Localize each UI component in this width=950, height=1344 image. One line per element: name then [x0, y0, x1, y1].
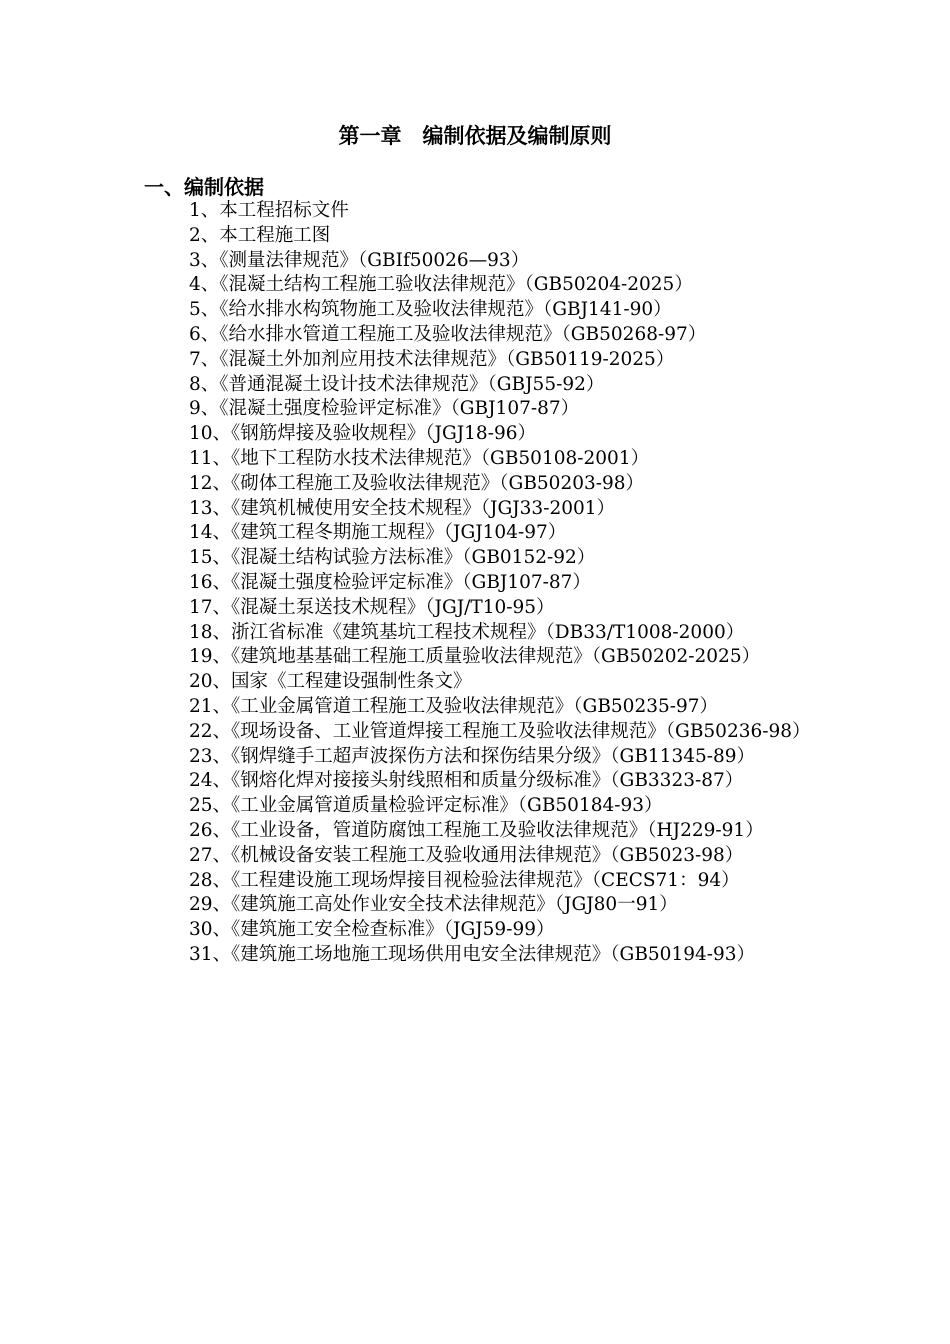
list-item: 31、《建筑施工场地施工现场供用电安全法律规范》（GB50194-93）	[189, 943, 756, 965]
list-item: 18、浙江省标准《建筑基坑工程技术规程》（DB33/T1008-2000）	[189, 621, 745, 643]
list-item: 11、《地下工程防水技术法律规范》（GB50108-2001）	[189, 447, 650, 469]
list-item: 1、本工程招标文件	[189, 200, 349, 221]
list-item: 22、《现场设备、工业管道焊接工程施工及验收法律规范》（GB50236-98）	[189, 720, 811, 742]
standards-list	[144, 199, 809, 968]
list-item: 29、《建筑施工高处作业安全技术法律规范》（JGJ80一91）	[189, 894, 678, 916]
list-item: 15、《混凝土结构试验方法标准》（GB0152-92）	[189, 547, 596, 569]
list-item: 12、《砌体工程施工及验收法律规范》（GB50203-98）	[189, 472, 645, 494]
list-item: 28、《工程建设施工现场焊接目视检验法律规范》（CECS71：94）	[189, 869, 740, 891]
list-item: 26、《工业设备，管道防腐蚀工程施工及验收法律规范》（HJ229-91）	[189, 819, 764, 841]
list-item: 13、《建筑机械使用安全技术规程》（JGJ33-2001）	[189, 497, 616, 519]
section-heading: 一、编制依据	[144, 175, 264, 199]
list-item: 25、《工业金属管道质量检验评定标准》（GB50184-93）	[189, 795, 663, 817]
list-item: 5、《给水排水构筑物施工及验收法律规范》（GBJ141-90）	[189, 299, 672, 321]
list-item: 3、《测量法律规范》（GBIf50026—93）	[189, 249, 530, 271]
list-item: 9、《混凝土强度检验评定标准》（GBJ107-87）	[189, 398, 580, 420]
list-item: 17、《混凝土泵送技术规程》（JGJ/T10-95）	[189, 596, 555, 618]
list-item: 27、《机械设备安装工程施工及验收通用法律规范》（GB5023-98）	[189, 844, 744, 866]
list-item: 10、《钢筋焊接及验收规程》（JGJ18-96）	[189, 423, 536, 445]
list-item: 4、《混凝土结构工程施工验收法律规范》（GB50204-2025）	[189, 274, 693, 296]
list-item: 19、《建筑地基基础工程施工质量验收法律规范》（GB50202-2025）	[189, 646, 761, 668]
list-item: 24、《钢熔化焊对接接头射线照相和质量分级标准》（GB3323-87）	[189, 770, 744, 792]
list-item: 20、国家《工程建设强制性条文》	[189, 671, 472, 693]
list-item: 30、《建筑施工安全检查标准》（JGJ59-99）	[189, 919, 555, 941]
list-item: 2、本工程施工图	[189, 224, 331, 246]
list-item: 23、《钢焊缝手工超声波探伤方法和探伤结果分级》（GB11345-89）	[189, 745, 756, 767]
list-item: 16、《混凝土强度检验评定标准》（GBJ107-87）	[189, 571, 591, 593]
list-item: 14、《建筑工程冬期施工规程》（JGJ104-97）	[189, 522, 567, 544]
list-item: 21、《工业金属管道工程施工及验收法律规范》（GB50235-97）	[189, 695, 719, 717]
list-item: 8、《普通混凝土设计技术法律规范》（GBJ55-92）	[189, 373, 605, 395]
chapter-title: 第一章 编制依据及编制原则	[338, 124, 612, 148]
list-item: 7、《混凝土外加剂应用技术法律规范》（GB50119-2025）	[189, 348, 675, 370]
list-item: 6、《给水排水管道工程施工及验收法律规范》（GB50268-97）	[189, 323, 707, 345]
